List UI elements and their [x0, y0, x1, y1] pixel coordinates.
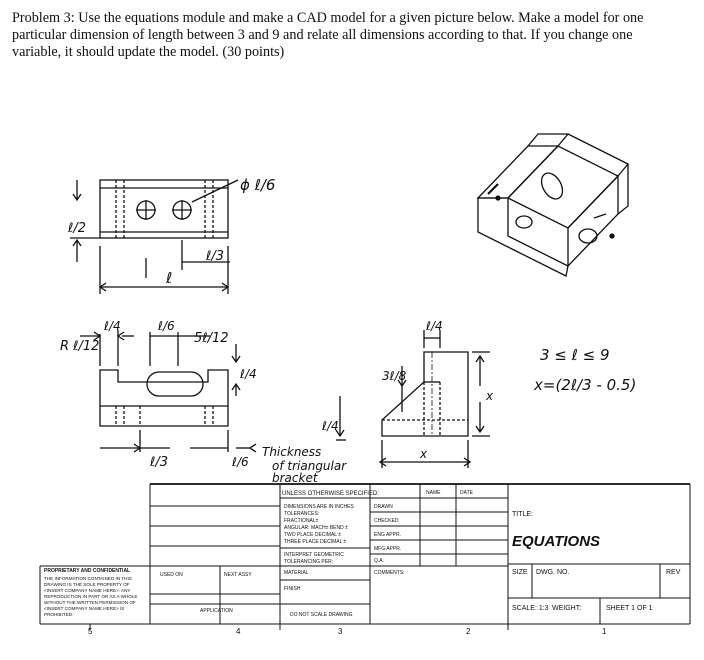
iso-slot	[537, 169, 567, 202]
tb-title-value: EQUATIONS	[512, 533, 601, 550]
tb-interpret: INTERPRET GEOMETRIC	[284, 552, 344, 558]
tb-drawn: DRAWN	[374, 504, 393, 510]
note-bracket: bracket	[272, 471, 318, 485]
tb-date: DATE	[460, 490, 473, 496]
isometric-view	[478, 134, 628, 276]
tb-do-not-scale: DO NOT SCALE DRAWING	[290, 612, 353, 618]
tb-rev: REV	[666, 569, 681, 576]
tb-unless-specified: UNLESS OTHERWISE SPECIFIED:	[282, 491, 379, 497]
problem-statement: Problem 3: Use the equations module and make a CAD model for a given picture below. Make a model for one particular dimension of length between 3 and 9 and relate all dimensions according to that. If you change one variable, it should update the model. (30 points)	[12, 10, 644, 60]
slot	[147, 372, 203, 396]
dim-base-height: ℓ/4	[240, 367, 257, 381]
tb-qa: Q.A.	[374, 558, 385, 564]
tb-two-place: TWO PLACE DECIMAL ±	[284, 532, 342, 538]
front-view	[80, 330, 256, 452]
tb-proprietary-line: PROHIBITED.	[44, 612, 74, 617]
tb-name: NAME	[426, 490, 441, 496]
top-view	[70, 180, 238, 294]
tb-proprietary-line: DRAWING IS THE SOLE PROPERTY OF	[44, 582, 130, 587]
dim-hole-spacing: ℓ/3	[206, 249, 225, 264]
zone-label: 5	[88, 627, 93, 636]
tb-sheet: SHEET 1 OF 1	[606, 605, 653, 612]
zone-label: 1	[602, 627, 607, 636]
tb-size: SIZE	[512, 569, 528, 576]
side-view	[336, 330, 490, 468]
tb-weight: WEIGHT:	[552, 605, 582, 612]
dim-height-top: ℓ/2	[68, 221, 87, 236]
tb-checked: CHECKED	[374, 518, 399, 524]
tb-used-on: USED ON	[160, 572, 183, 578]
tb-proprietary-line: <INSERT COMPANY NAME HERE> IS	[44, 606, 125, 611]
dim-slot-len: 5ℓ/12	[194, 331, 229, 346]
tb-mfg-appr: MFG APPR.	[374, 546, 402, 552]
dim-side-top: ℓ/4	[426, 319, 443, 333]
tb-proprietary-line: REPRODUCTION IN PART OR AS A WHOLE	[44, 594, 138, 599]
dim-hole-dia: ϕ ℓ/6	[240, 176, 276, 194]
tb-application: APPLICATION	[200, 608, 233, 614]
zone-label: 3	[338, 627, 343, 636]
dim-side-right-height: x	[486, 389, 494, 403]
tb-tolerances: TOLERANCES:	[284, 511, 320, 517]
tb-three-place: THREE PLACE DECIMAL ±	[284, 539, 347, 545]
dim-side-bottom: x	[420, 447, 428, 461]
dim-side-left-height: 3ℓ/8	[382, 369, 407, 383]
note-of-triangular: of triangular	[272, 459, 347, 473]
note-thickness: Thickness	[262, 445, 322, 459]
tb-next-assy: NEXT ASSY	[224, 572, 252, 578]
tb-title-label: TITLE:	[512, 511, 534, 518]
constraint-x: x=(2ℓ/3 - 0.5)	[534, 376, 637, 394]
tb-scale: SCALE: 1:3	[512, 605, 549, 612]
dim-slot-pos: ℓ/3	[150, 455, 169, 470]
title-block	[40, 484, 690, 630]
tb-tolerancing: TOLERANCING PER:	[284, 559, 334, 565]
tb-material: MATERIAL	[284, 570, 309, 576]
dim-end-a: ℓ/4	[104, 319, 121, 333]
tb-proprietary-line: THE INFORMATION CONTAINED IN THIS	[44, 576, 132, 581]
dim-small-gap: ℓ/6	[232, 455, 249, 469]
constraint-range: 3 ≤ ℓ ≤ 9	[540, 346, 610, 364]
zone-label: 2	[466, 627, 471, 636]
tb-proprietary-line: WITHOUT THE WRITTEN PERMISSION OF	[44, 600, 136, 605]
tb-proprietary-title: PROPRIETARY AND CONFIDENTIAL	[44, 568, 131, 574]
tb-proprietary-line: <INSERT COMPANY NAME HERE>. ANY	[44, 588, 131, 593]
dim-wall: ℓ/4	[322, 419, 339, 433]
tb-dwg-no: DWG. NO.	[536, 569, 570, 576]
tb-finish: FINISH	[284, 586, 301, 592]
dim-end-b: ℓ/6	[158, 319, 175, 333]
tb-eng-appr: ENG APPR.	[374, 532, 401, 538]
tb-dimensions-in: DIMENSIONS ARE IN INCHES	[284, 504, 354, 510]
tb-fractional: FRACTIONAL±	[284, 518, 319, 524]
tb-comments: COMMENTS:	[374, 570, 405, 576]
zone-label: 4	[236, 627, 241, 636]
tb-angular: ANGULAR: MACH± BEND ±	[284, 525, 348, 531]
dim-length: ℓ	[166, 269, 173, 287]
dim-radius: R ℓ/12	[60, 339, 100, 354]
